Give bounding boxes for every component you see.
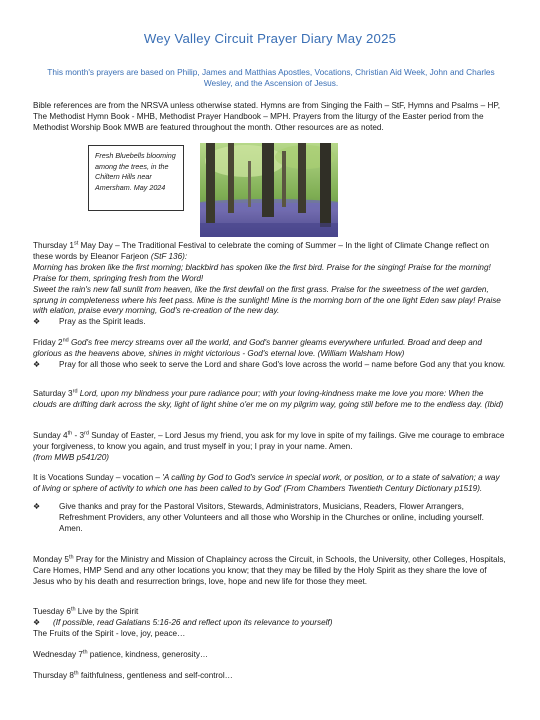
entry-may-7 xyxy=(33,650,508,661)
entry-heading xyxy=(33,241,508,263)
bullet-text: Pray for all those who seek to serve the Lord and share God's love across the world – name before God any that you know. xyxy=(59,359,506,369)
photo-caption: Fresh Bluebells blooming among the trees, in the Chiltern Hills near Amersham. May 2024 xyxy=(88,145,184,211)
page-title: Wey Valley Circuit Prayer Diary May 2025 xyxy=(143,31,397,46)
entry-body: It is Vocations Sunday – vocation – xyxy=(33,473,163,482)
entry-body: Live by the Spirit xyxy=(75,607,139,616)
prayer-bullet xyxy=(33,360,508,371)
entry-may-1 xyxy=(33,241,508,328)
entry-body: faithfulness, gentleness and self-control… xyxy=(78,671,233,680)
entry-day: Sunday 4 xyxy=(33,431,68,440)
prayer-bullet xyxy=(33,317,508,328)
day-suffix: st xyxy=(73,240,79,247)
entry-body: God's free mercy streams over all the world, and God's banner gleams everywhere unfurled. Broad and deep and glorious as the heavens above, shines in might victorious - God's eternal love. (William Walsham How) xyxy=(33,338,482,358)
entry-may-5 xyxy=(33,555,508,588)
bullet-text: (If possible, read Galatians 5:16-26 and reflect upon its relevance to yourself) xyxy=(53,617,333,627)
day-suffix: th xyxy=(67,430,73,437)
entry-may-3 xyxy=(33,389,508,411)
hymn-reference: (StF 136): xyxy=(150,251,188,261)
bullet-icon: ❖ xyxy=(33,501,41,511)
entry-text xyxy=(33,431,508,453)
day-suffix: th xyxy=(70,606,76,613)
entry-text xyxy=(33,473,508,495)
bullet-icon: ❖ xyxy=(33,317,41,327)
entry-body: Pray for the Ministry and Mission of Chaplaincy across the Circuit, in Schools, the University, other Colleges, Hospitals, Care Homes, HMP Send and any other locations you know; that they may be filled by the Holy Spirit as they share the love of Jesus who by his death and resurrection brings, love, hope and new life for those they meet. xyxy=(33,555,506,586)
day-suffix: th xyxy=(82,649,88,656)
entry-text xyxy=(33,338,508,360)
fruits-line: The Fruits of the Spirit - love, joy, peace… xyxy=(33,628,186,638)
entry-text xyxy=(33,389,508,411)
bullet-icon: ❖ xyxy=(33,359,41,369)
entry-may-2 xyxy=(33,338,508,371)
entry-day: Wednesday 7 xyxy=(33,650,83,659)
entry-day: Tuesday 6 xyxy=(33,607,71,616)
dictionary-quote: 'A calling by God to God's service in special work, or position, or to a state of salvation; a way of living or sphere of activity to which one has been called to by God' (From Chambers Twentieth Century Dictionary p1519). xyxy=(33,473,500,493)
entry-heading xyxy=(33,607,508,618)
entry-body-continued: Sunday of Easter, – Lord Jesus my friend, you ask for my love in spite of my failings. Give me courage to embrace your forgiveness, to know you again, and trust myself in you; I pray in your name. Amen. xyxy=(33,431,505,451)
entry-heading-text: May Day – The Traditional Festival to celebrate the coming of Summer – In the light of Climate Change reflect on these words by Eleanor Farjeon xyxy=(33,241,490,261)
entry-day: Monday 5 xyxy=(33,555,69,564)
bluebells-photo xyxy=(200,143,338,237)
entry-vocations xyxy=(33,473,508,535)
source-reference: (from MWB p541/20) xyxy=(33,452,109,462)
entry-day: Thursday 1 xyxy=(33,241,74,250)
ordinal-suffix: rd xyxy=(84,430,89,437)
bullet-text: Give thanks and pray for the Pastoral Visitors, Stewards, Administrators, Musicians, Readers, Flower Arrangers, Refreshment Providers, any other Volunteers and all those who Worship in the Churches or online, including yourself. Amen. xyxy=(59,501,484,533)
entry-may-6 xyxy=(33,607,508,640)
bullet-text: Pray as the Spirit leads. xyxy=(59,317,146,327)
prayer-bullet xyxy=(33,502,508,535)
day-suffix: rd xyxy=(72,388,78,395)
entry-body: patience, kindness, generosity… xyxy=(87,650,209,659)
entry-day: Thursday 8 xyxy=(33,671,74,680)
prayer-bullet xyxy=(33,618,508,629)
intro-text: This month's prayers are based on Philip, James and Matthias Apostles, Vocations, Christian Aid Week, John and Charles Wesley, and the Ascension of Jesus. xyxy=(47,67,495,88)
day-suffix: th xyxy=(73,670,79,677)
entry-may-4 xyxy=(33,431,508,464)
day-suffix: th xyxy=(68,554,74,561)
poem-text: Morning has broken like the first morning; blackbird has spoken like the first bird. Praise for the singing! Praise for the morning! Praise for them, springing fresh from the Word! Sweet the rain's new fall sunlit from heaven, like the first dewfall on the first grass. Praise for the sweetness of the wet garden, sprung in completeness where his feet pass. Mine is the sunlight! Mine is the morning born of the one light Eden saw play! Praise with elation, praise every morning, God's re-creation of the new day. xyxy=(33,262,501,316)
entry-day: Saturday 3 xyxy=(33,389,73,398)
entry-day: Friday 2 xyxy=(33,338,63,347)
day-suffix: nd xyxy=(62,337,69,344)
entry-body: Lord, upon my blindness your pure radiance pour; with your loving-kindness make me love you more: When the clouds are drifting dark across the sky, light of light shine o'er me on my pilgrim way, going still before me to the endless day. (Ibid) xyxy=(33,389,504,409)
bullet-icon: ❖ xyxy=(33,617,41,627)
entry-may-8 xyxy=(33,671,508,682)
references-paragraph: Bible references are from the NRSVA unless otherwise stated. Hymns are from Singing the Faith – StF, Hymns and Psalms – HP, The Methodist Hymn Book - MHB, Methodist Prayer Handbook – MPH. Prayers from the liturgy of the Easter period from the Methodist Worship Book MWB are featured throughout the month. Other resources are as noted. xyxy=(33,101,501,132)
entry-body: - 3 xyxy=(72,431,85,440)
